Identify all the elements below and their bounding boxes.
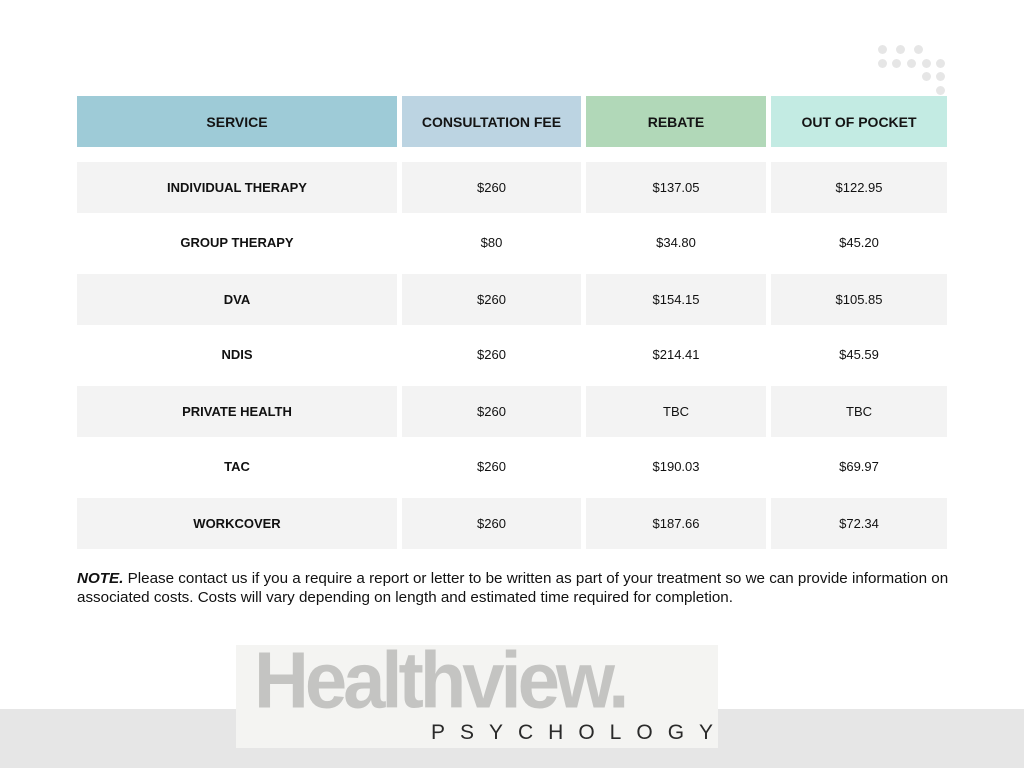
rebate-cell: TBC <box>586 386 766 437</box>
out-of-pocket-cell: $72.34 <box>771 498 947 549</box>
note-text: Please contact us if you a require a report or letter to be written as part of your treatment so we can provide information on associated costs. Costs will vary depending on length and estimated time required for completion. <box>77 570 949 606</box>
fee-note <box>77 569 957 607</box>
fee-cell: $260 <box>402 162 581 213</box>
fee-cell: $260 <box>477 459 506 474</box>
service-cell: DVA <box>77 274 397 325</box>
header-rebate: REBATE <box>586 96 766 147</box>
out-of-pocket-cell: $45.20 <box>839 235 879 250</box>
service-cell: GROUP THERAPY <box>180 235 294 250</box>
table-row <box>77 329 947 380</box>
logo-subtitle: PSYCHOLOGY <box>431 721 729 744</box>
table-row <box>77 498 947 549</box>
out-of-pocket-cell: $45.59 <box>839 347 879 362</box>
out-of-pocket-cell: $122.95 <box>771 162 947 213</box>
fee-cell: $260 <box>402 498 581 549</box>
out-of-pocket-cell: TBC <box>771 386 947 437</box>
rebate-cell: $137.05 <box>586 162 766 213</box>
rebate-cell: $187.66 <box>586 498 766 549</box>
rebate-cell: $34.80 <box>656 235 696 250</box>
healthview-logo <box>236 635 729 748</box>
service-cell: TAC <box>224 459 250 474</box>
fee-cell: $260 <box>402 386 581 437</box>
fee-cell: $80 <box>480 235 503 250</box>
logo-wordmark: Healthview. <box>254 635 626 726</box>
table-row <box>77 217 947 268</box>
header-consultation-fee: CONSULTATION FEE <box>402 96 581 147</box>
header-out-of-pocket: OUT OF POCKET <box>771 96 947 147</box>
service-cell: PRIVATE HEALTH <box>77 386 397 437</box>
table-row <box>77 386 947 437</box>
header-service: SERVICE <box>77 96 397 147</box>
table-header-row <box>77 96 947 147</box>
table-row <box>77 162 947 213</box>
out-of-pocket-cell: $69.97 <box>839 459 879 474</box>
out-of-pocket-cell: $105.85 <box>771 274 947 325</box>
rebate-cell: $154.15 <box>586 274 766 325</box>
fee-cell: $260 <box>402 274 581 325</box>
service-cell: NDIS <box>221 347 253 362</box>
fee-cell: $260 <box>477 347 506 362</box>
note-label: NOTE. <box>77 570 124 587</box>
rebate-cell: $214.41 <box>652 347 700 362</box>
rebate-cell: $190.03 <box>652 459 700 474</box>
service-cell: WORKCOVER <box>77 498 397 549</box>
service-cell: INDIVIDUAL THERAPY <box>77 162 397 213</box>
table-row <box>77 274 947 325</box>
table-row <box>77 441 947 492</box>
